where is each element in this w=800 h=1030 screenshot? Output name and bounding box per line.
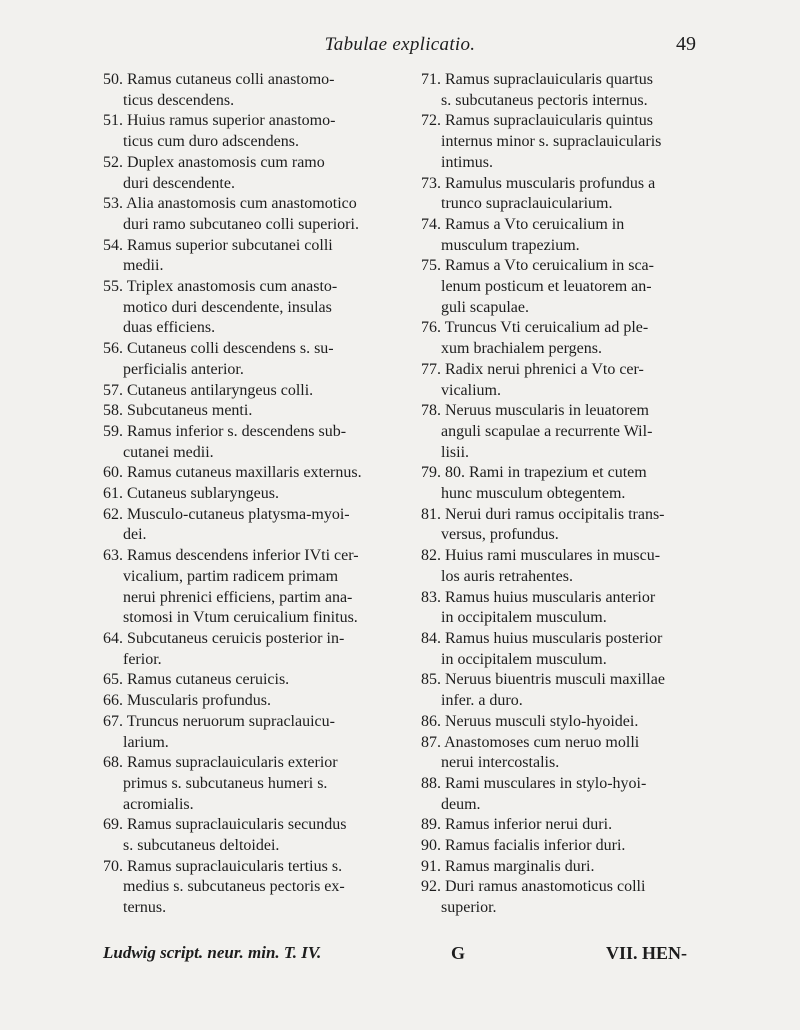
entry-line: ticus descendens. bbox=[123, 91, 235, 109]
legend-entry bbox=[421, 857, 721, 878]
entry-line: 90. Ramus facialis inferior duri. bbox=[421, 837, 626, 855]
entry-line: xum brachialem pergens. bbox=[441, 340, 602, 358]
entry-line: duas efficiens. bbox=[123, 319, 216, 337]
entry-line: acromialis. bbox=[123, 795, 194, 813]
entry-line: lisii. bbox=[441, 443, 470, 461]
entry-line: 73. Ramulus muscularis profundus a bbox=[421, 174, 656, 192]
legend-entry bbox=[103, 691, 403, 712]
entry-line: 71. Ramus supraclauicularis quartus bbox=[421, 71, 653, 88]
entry-line: cutanei medii. bbox=[123, 443, 214, 461]
legend-entry bbox=[421, 174, 721, 215]
entry-line: 66. Muscularis profundus. bbox=[103, 692, 271, 710]
entry-line: 81. Nerui duri ramus occipitalis trans- bbox=[421, 505, 665, 523]
entry-line: nerui intercostalis. bbox=[441, 754, 560, 772]
entry-line: guli scapulae. bbox=[441, 298, 529, 316]
entry-line: 82. Huius rami musculares in muscu- bbox=[421, 547, 661, 565]
legend-entry bbox=[103, 463, 403, 484]
entry-line: s. subcutaneus pectoris internus. bbox=[441, 91, 648, 109]
entry-line: lenum posticum et leuatorem an- bbox=[441, 278, 652, 296]
entry-line: 78. Neruus muscularis in leuatorem bbox=[421, 402, 649, 420]
entry-line: los auris retrahentes. bbox=[441, 567, 573, 585]
legend-entry bbox=[103, 484, 403, 505]
legend-entry bbox=[421, 774, 721, 815]
entry-line: 65. Ramus cutaneus ceruicis. bbox=[103, 671, 290, 689]
entry-line: 87. Anastomoses cum neruo molli bbox=[421, 733, 640, 751]
page-number: 49 bbox=[676, 33, 696, 55]
legend-entry bbox=[103, 857, 403, 919]
legend-entry bbox=[421, 670, 721, 711]
entry-line: 77. Radix nerui phrenici a Vto cer- bbox=[421, 360, 644, 378]
entry-line: 54. Ramus superior subcutanei colli bbox=[103, 236, 333, 254]
legend-entry bbox=[421, 877, 721, 918]
legend-entry bbox=[103, 753, 403, 815]
legend-entry bbox=[421, 360, 721, 401]
legend-entry bbox=[103, 381, 403, 402]
entry-line: duri ramo subcutaneo colli superiori. bbox=[123, 215, 359, 233]
entry-line: 92. Duri ramus anastomoticus colli bbox=[421, 878, 646, 896]
legend-entry bbox=[421, 629, 721, 670]
entry-line: duri descendente. bbox=[123, 174, 235, 192]
entry-line: stomosi in Vtum ceruicalium finitus. bbox=[123, 609, 358, 627]
legend-entry bbox=[103, 546, 403, 629]
entry-line: infer. a duro. bbox=[441, 692, 523, 710]
entry-line: 86. Neruus musculi stylo-hyoidei. bbox=[421, 712, 639, 730]
entry-line: s. subcutaneus deltoidei. bbox=[123, 837, 280, 855]
legend-entry bbox=[421, 215, 721, 256]
entry-line: 74. Ramus a Vto ceruicalium in bbox=[421, 215, 625, 233]
entry-line: superior. bbox=[441, 899, 497, 917]
legend-entry bbox=[103, 111, 403, 152]
entry-line: anguli scapulae a recurrente Wil- bbox=[441, 422, 653, 440]
entry-line: 91. Ramus marginalis duri. bbox=[421, 857, 595, 875]
entry-line: 51. Huius ramus superior anastomo- bbox=[103, 112, 336, 130]
entry-line: deum. bbox=[441, 795, 481, 813]
right-column bbox=[421, 70, 721, 919]
entry-line: dei. bbox=[123, 526, 147, 544]
legend-entry bbox=[103, 277, 403, 339]
entry-line: 58. Subcutaneus menti. bbox=[103, 402, 253, 420]
entry-line: musculum trapezium. bbox=[441, 236, 580, 254]
legend-entry bbox=[103, 339, 403, 380]
entry-line: 60. Ramus cutaneus maxillaris externus. bbox=[103, 464, 362, 482]
entry-line: 88. Rami musculares in stylo-hyoi- bbox=[421, 774, 647, 792]
entry-line: 61. Cutaneus sublaryngeus. bbox=[103, 485, 279, 503]
entry-line: 75. Ramus a Vto ceruicalium in sca- bbox=[421, 257, 654, 275]
entry-line: medii. bbox=[123, 257, 164, 275]
legend-entry bbox=[103, 505, 403, 546]
entry-line: versus, profundus. bbox=[441, 526, 559, 544]
entry-line: internus minor s. supraclauicularis bbox=[441, 133, 662, 151]
left-column bbox=[103, 70, 403, 919]
printer-signature: Ludwig script. neur. min. T. IV. bbox=[103, 943, 322, 962]
entry-line: ferior. bbox=[123, 650, 162, 668]
entry-line: larium. bbox=[123, 733, 169, 751]
legend-entry bbox=[421, 505, 721, 546]
legend-entry bbox=[103, 236, 403, 277]
entry-line: primus s. subcutaneus humeri s. bbox=[123, 774, 328, 792]
legend-entry bbox=[103, 401, 403, 422]
entry-line: trunco supraclauicularium. bbox=[441, 195, 613, 213]
entry-line: 68. Ramus supraclauicularis exterior bbox=[103, 754, 338, 772]
entry-line: 85. Neruus biuentris musculi maxillae bbox=[421, 671, 665, 689]
legend-entry bbox=[421, 588, 721, 629]
legend-entry bbox=[421, 256, 721, 318]
legend-entry bbox=[421, 733, 721, 774]
page-footer bbox=[0, 943, 800, 969]
entry-line: 89. Ramus inferior nerui duri. bbox=[421, 816, 613, 834]
entry-line: 67. Truncus neruorum supraclauicu- bbox=[103, 712, 335, 730]
legend-entry bbox=[103, 422, 403, 463]
legend-entry bbox=[103, 153, 403, 194]
entry-line: ticus cum duro adscendens. bbox=[123, 133, 299, 151]
entry-line: 53. Alia anastomosis cum anastomotico bbox=[103, 195, 357, 213]
legend-entry bbox=[103, 194, 403, 235]
entry-line: 84. Ramus huius muscularis posterior bbox=[421, 629, 663, 647]
entry-line: 56. Cutaneus colli descendens s. su- bbox=[103, 340, 334, 358]
entry-line: vicalium, partim radicem primam bbox=[123, 567, 339, 585]
entry-line: 52. Duplex anastomosis cum ramo bbox=[103, 153, 325, 171]
entry-line: 70. Ramus supraclauicularis tertius s. bbox=[103, 857, 343, 875]
legend-entry bbox=[421, 70, 721, 111]
legend-entry bbox=[421, 546, 721, 587]
entry-line: nerui phrenici efficiens, partim ana- bbox=[123, 588, 353, 606]
entry-line: 57. Cutaneus antilaryngeus colli. bbox=[103, 381, 314, 399]
legend-entry bbox=[103, 70, 403, 111]
entry-line: vicalium. bbox=[441, 381, 501, 399]
catchword: VII. HEN- bbox=[606, 943, 688, 963]
legend-entry bbox=[421, 815, 721, 836]
entry-line: ternus. bbox=[123, 899, 167, 917]
legend-entry bbox=[421, 318, 721, 359]
entry-line: 79. 80. Rami in trapezium et cutem bbox=[421, 464, 647, 482]
entry-line: 62. Musculo-cutaneus platysma-myoi- bbox=[103, 505, 350, 523]
legend-entry bbox=[103, 629, 403, 670]
entry-line: in occipitalem musculum. bbox=[441, 609, 607, 627]
legend-entry bbox=[421, 401, 721, 463]
legend-entry bbox=[103, 712, 403, 753]
entry-line: 50. Ramus cutaneus colli anastomo- bbox=[103, 71, 335, 88]
legend-entry bbox=[421, 111, 721, 173]
legend-entry bbox=[421, 463, 721, 504]
page-title: Tabulae explicatio. bbox=[324, 34, 476, 55]
signature-letter: G bbox=[451, 943, 466, 963]
entry-line: hunc musculum obtegentem. bbox=[441, 485, 626, 503]
entry-line: 59. Ramus inferior s. descendens sub- bbox=[103, 422, 347, 440]
entry-line: 63. Ramus descendens inferior IVti cer- bbox=[103, 547, 359, 565]
entry-line: 55. Triplex anastomosis cum anasto- bbox=[103, 278, 338, 296]
legend-entry bbox=[421, 712, 721, 733]
entry-line: in occipitalem musculum. bbox=[441, 650, 607, 668]
legend-entry bbox=[421, 836, 721, 857]
legend-entry bbox=[103, 670, 403, 691]
entry-line: 69. Ramus supraclauicularis secundus bbox=[103, 816, 347, 834]
entry-line: medius s. subcutaneus pectoris ex- bbox=[123, 878, 345, 896]
entry-line: 64. Subcutaneus ceruicis posterior in- bbox=[103, 629, 345, 647]
entry-line: intimus. bbox=[441, 153, 494, 171]
entry-line: 72. Ramus supraclauicularis quintus bbox=[421, 112, 653, 130]
legend-entry bbox=[103, 815, 403, 856]
entry-line: perficialis anterior. bbox=[123, 360, 244, 378]
entry-line: motico duri descendente, insulas bbox=[123, 298, 332, 316]
entry-line: 76. Truncus Vti ceruicalium ad ple- bbox=[421, 319, 649, 337]
entry-line: 83. Ramus huius muscularis anterior bbox=[421, 588, 656, 606]
